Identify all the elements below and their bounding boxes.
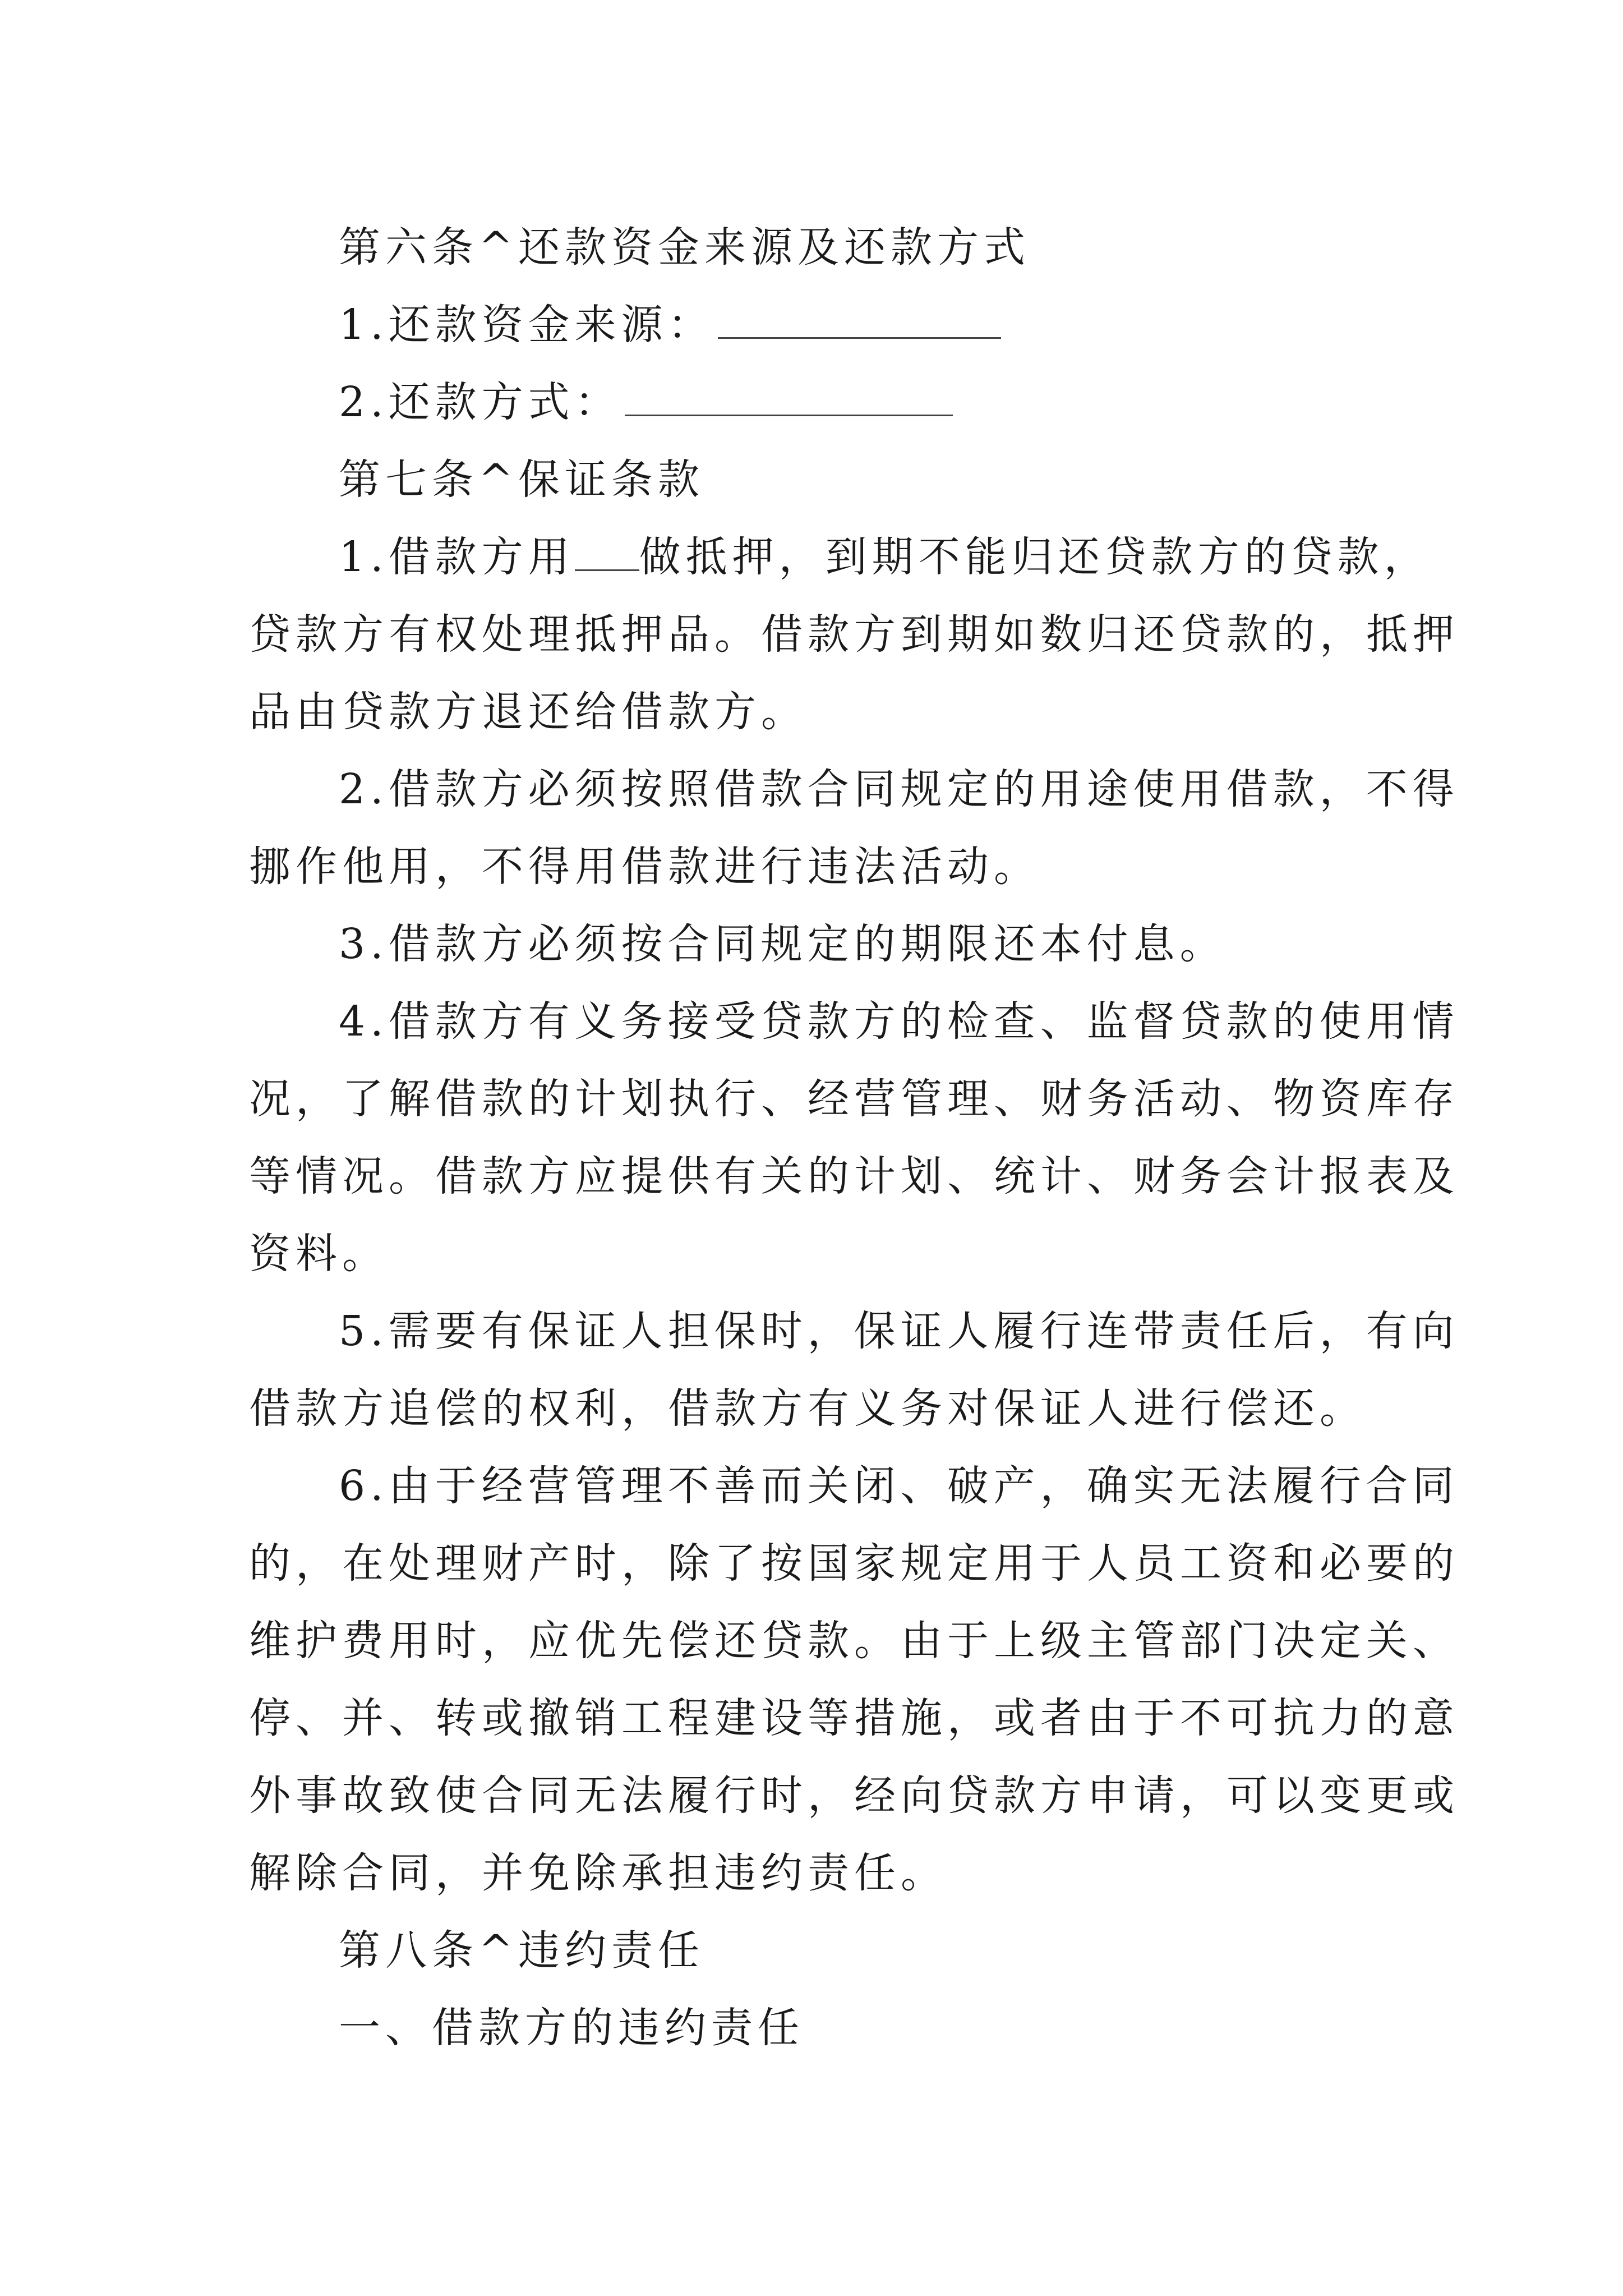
article-7-item-2-line-1: 2.借款方必须按照借款合同规定的用途使用借款，不得 [339, 765, 1459, 813]
article-6-item-2 [249, 364, 1393, 441]
repayment-method-label: 2.还款方式： [339, 378, 621, 426]
article-7-item-6-line-6: 解除合同，并免除承担违约责任。 [249, 1849, 947, 1897]
repayment-source-blank [718, 303, 1001, 339]
article-6-item-1 [249, 286, 1393, 364]
article-8-subheading-1: 一、借款方的违约责任 [339, 2004, 804, 2052]
item-1-text-a: 1.借款方用 [339, 533, 575, 581]
article-7-item-4-line-3: 等情况。借款方应提供有关的计划、统计、财务会计报表及 [249, 1152, 1459, 1200]
article-7-item-1-line-2: 贷款方有权处理抵押品。借款方到期如数归还贷款的，抵押 [249, 610, 1459, 659]
article-7-item-6-line-1: 6.由于经营管理不善而关闭、破产，确实无法履行合同 [339, 1462, 1459, 1510]
article-7-item-4-line-1: 4.借款方有义务接受贷款方的检查、监督贷款的使用情 [339, 997, 1459, 1046]
article-7-item-5-line-2: 借款方追偿的权利，借款方有义务对保证人进行偿还。 [249, 1384, 1366, 1433]
article-7-item-1-line-1 [249, 518, 1431, 596]
repayment-source-label: 1.还款资金来源： [339, 301, 714, 349]
collateral-blank [575, 536, 639, 571]
article-7-item-6-line-3: 维护费用时，应优先偿还贷款。由于上级主管部门决定关、 [249, 1617, 1459, 1665]
article-7-item-4-line-4: 资料。 [249, 1230, 389, 1278]
article-7-item-5-line-1: 5.需要有保证人担保时，保证人履行连带责任后，有向 [339, 1307, 1459, 1355]
article-7-item-4-line-2: 况，了解借款的计划执行、经营管理、财务活动、物资库存 [249, 1075, 1459, 1123]
article-7-item-6-line-5: 外事故致使合同无法履行时，经向贷款方申请，可以变更或 [249, 1772, 1459, 1820]
article-7-title: 第七条^保证条款 [339, 455, 705, 504]
article-6-title: 第六条^还款资金来源及还款方式 [339, 223, 1031, 272]
article-7-item-1-line-3: 品由贷款方退还给借款方。 [249, 688, 808, 736]
article-7-item-2-line-2: 挪作他用，不得用借款进行违法活动。 [249, 843, 1040, 891]
item-1-text-b: 做抵押，到期不能归还贷款方的贷款， [639, 533, 1431, 581]
contract-text [249, 209, 1459, 2067]
repayment-method-blank [625, 381, 953, 416]
article-7-item-6-line-2: 的，在处理财产时，除了按国家规定用于人员工资和必要的 [249, 1539, 1459, 1588]
article-8-title: 第八条^违约责任 [339, 1926, 705, 1975]
article-7-item-6-line-4: 停、并、转或撤销工程建设等措施，或者由于不可抗力的意 [249, 1694, 1459, 1742]
article-7-item-3: 3.借款方必须按合同规定的期限还本付息。 [339, 920, 1227, 968]
